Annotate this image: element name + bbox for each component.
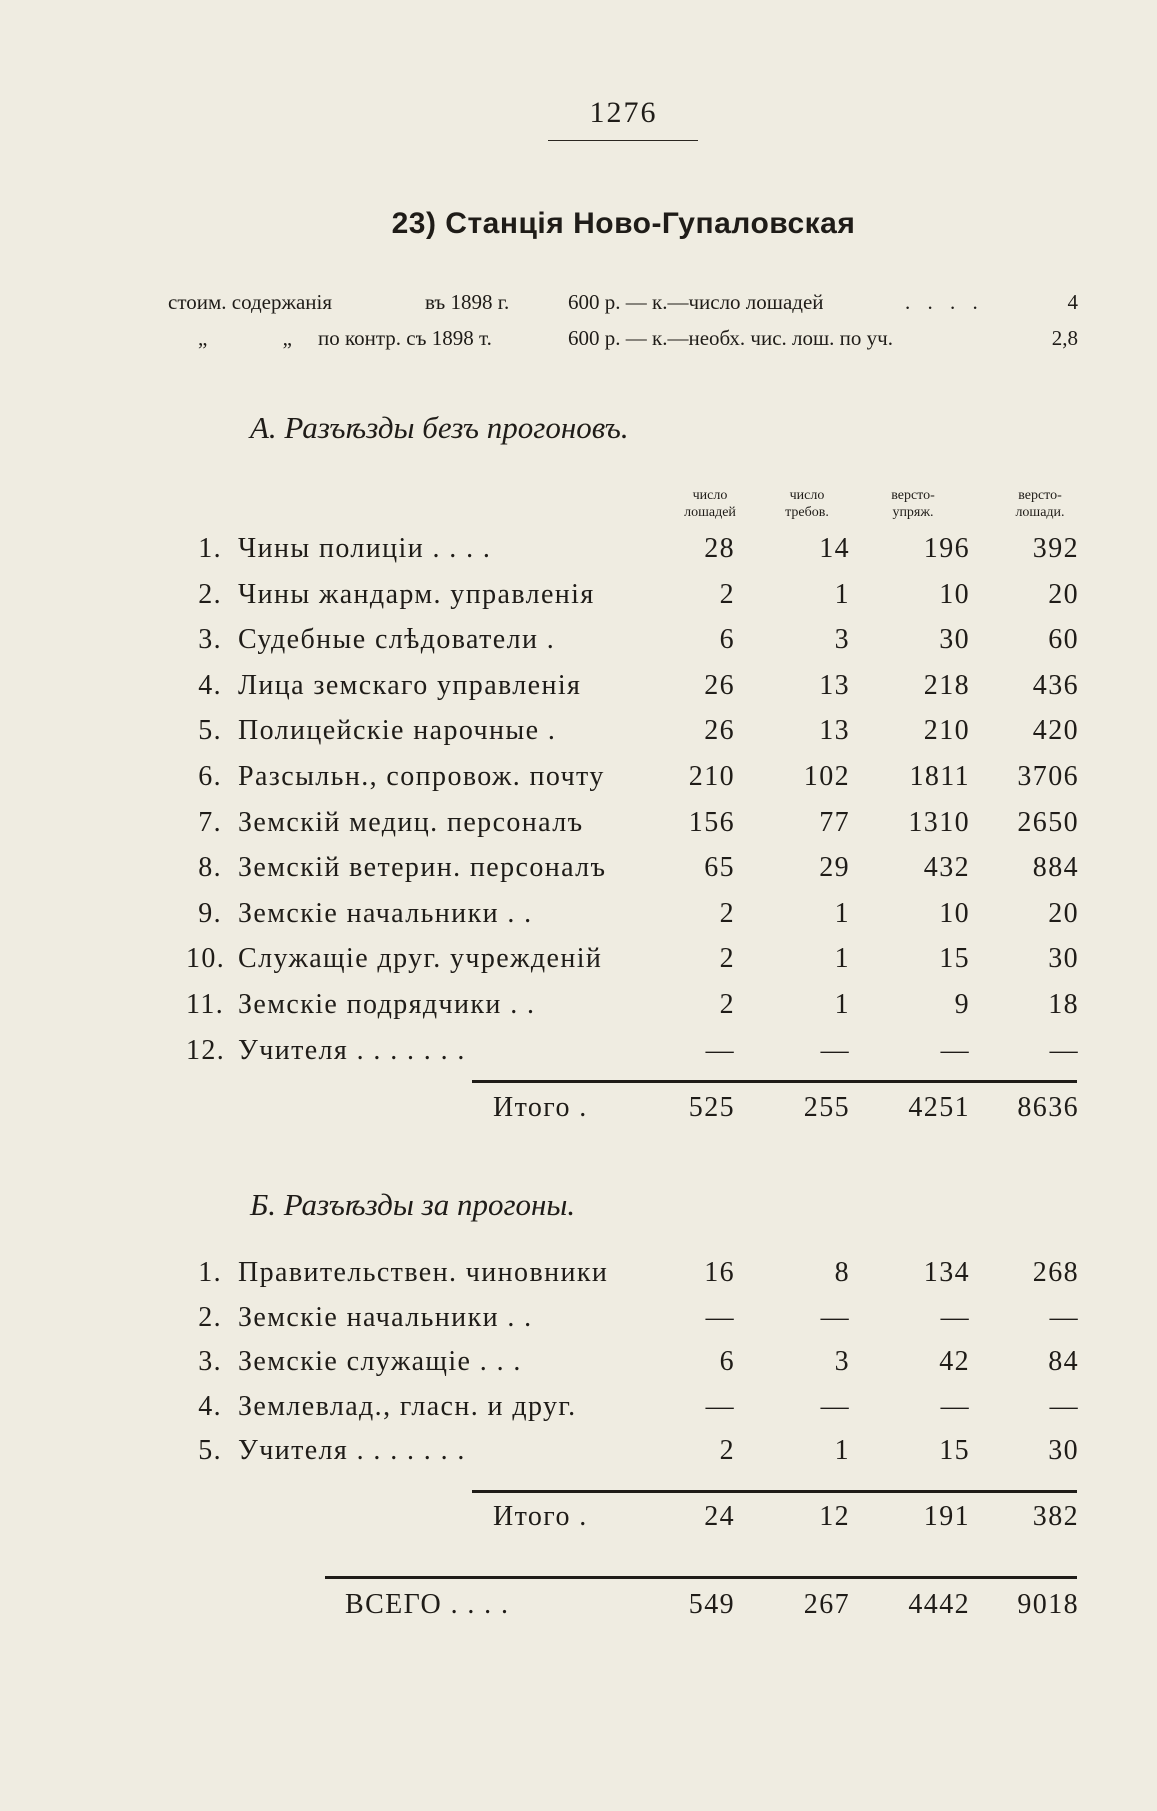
value-verst-teams: — <box>940 1390 970 1422</box>
row-number: 5. <box>198 1435 222 1466</box>
value-verst-teams: 30 <box>939 624 970 656</box>
value-horses: 2 <box>719 943 735 975</box>
value-verst-horses: 2650 <box>1017 806 1079 838</box>
table-row <box>0 1391 1157 1433</box>
value-requests: 13 <box>819 715 850 747</box>
info-line-1-b: въ 1898 г. <box>425 290 510 314</box>
table-row <box>0 1346 1157 1388</box>
value-verst-teams: 9 <box>954 989 970 1020</box>
grand-total-value-horses: 549 <box>688 1589 735 1620</box>
value-requests: 8 <box>834 1257 850 1288</box>
row-label: Учителя . . . . . . . <box>238 1034 466 1066</box>
info-line-2 <box>0 326 1157 356</box>
value-requests: 3 <box>834 624 850 656</box>
value-requests: — <box>820 1034 850 1066</box>
value-horses: 2 <box>719 989 735 1020</box>
row-number: 7. <box>198 806 222 838</box>
value-verst-teams: 196 <box>923 533 970 564</box>
value-horses: 28 <box>704 533 735 564</box>
value-requests: 1 <box>834 578 850 610</box>
row-label: Земскіе подрядчики . . <box>238 989 536 1020</box>
table-row <box>0 807 1157 849</box>
value-verst-teams: 42 <box>939 1346 970 1377</box>
value-verst-teams: 15 <box>939 1435 970 1466</box>
value-horses: 156 <box>688 806 735 838</box>
table-row <box>0 898 1157 940</box>
info-line-2-c: 600 р. — к.—необх. чис. лош. по уч. <box>568 326 893 350</box>
value-verst-teams: 218 <box>923 669 970 701</box>
value-horses: 210 <box>688 761 735 792</box>
value-horses: 26 <box>704 669 735 701</box>
row-label: Земскій ветерин. персоналъ <box>238 852 607 884</box>
col-header-horses <box>655 487 765 521</box>
value-requests: 1 <box>834 989 850 1020</box>
col-header-verst-horses-text: версто- лошади. <box>1015 488 1065 520</box>
page-number: 1276 <box>589 96 658 129</box>
value-requests: 1 <box>834 943 850 975</box>
total-label: Итого . <box>493 1092 588 1123</box>
table-row <box>0 579 1157 621</box>
value-horses: 65 <box>704 852 735 884</box>
col-header-requests <box>752 487 862 521</box>
grand-total-row <box>0 1589 1157 1631</box>
value-horses: 2 <box>719 1435 735 1466</box>
total-value-verst-teams: 4251 <box>908 1092 970 1123</box>
value-horses: 6 <box>719 1346 735 1377</box>
table-row <box>0 761 1157 803</box>
row-number: 8. <box>198 852 222 884</box>
table-row <box>0 989 1157 1031</box>
value-verst-teams: 432 <box>923 852 970 884</box>
table-row <box>0 670 1157 712</box>
value-verst-horses: 884 <box>1032 852 1079 884</box>
value-verst-teams: — <box>940 1034 970 1066</box>
row-label: Судебные слѣдователи . <box>238 624 556 656</box>
value-verst-horses: 84 <box>1048 1346 1079 1377</box>
row-number: 1. <box>198 533 222 564</box>
total-label: Итого . <box>493 1501 588 1532</box>
row-number: 4. <box>198 669 222 701</box>
total-value-requests: 12 <box>819 1501 850 1532</box>
grand-total-value-verst-horses: 9018 <box>1017 1589 1079 1620</box>
value-verst-horses: 20 <box>1048 897 1079 929</box>
table-row <box>0 624 1157 666</box>
value-horses: 16 <box>704 1257 735 1288</box>
row-number: 1. <box>198 1257 222 1288</box>
value-requests: 77 <box>819 806 850 838</box>
value-requests: 29 <box>819 852 850 884</box>
value-verst-teams: — <box>940 1301 970 1333</box>
row-label: Служащіе друг. учрежденій <box>238 943 603 975</box>
section-a-heading: А. Разъѣзды безъ прогоновъ. <box>250 410 629 445</box>
row-number: 3. <box>198 1346 222 1377</box>
section-b-total-rule <box>472 1490 1077 1493</box>
row-number: 2. <box>198 1301 222 1333</box>
value-verst-teams: 134 <box>923 1257 970 1288</box>
row-number: 6. <box>198 761 222 792</box>
value-verst-horses: 20 <box>1048 578 1079 610</box>
table-row <box>0 943 1157 985</box>
value-requests: 102 <box>803 761 850 792</box>
grand-total-rule <box>325 1576 1077 1579</box>
value-verst-horses: 18 <box>1048 989 1079 1020</box>
value-verst-horses: 30 <box>1048 943 1079 975</box>
row-number: 10. <box>186 943 226 975</box>
value-verst-teams: 1811 <box>909 761 970 792</box>
value-verst-horses: 436 <box>1032 669 1079 701</box>
page-number-rule <box>548 140 698 141</box>
row-number: 4. <box>198 1390 222 1422</box>
row-number: 12. <box>186 1034 226 1066</box>
grand-total-value-requests: 267 <box>803 1589 850 1620</box>
table-row <box>0 1257 1157 1299</box>
row-number: 3. <box>198 624 222 656</box>
grand-total-label: ВСЕГО . . . . <box>345 1589 510 1620</box>
table-row <box>0 715 1157 757</box>
row-number: 11. <box>186 989 225 1020</box>
value-horses: 2 <box>719 578 735 610</box>
total-value-verst-horses: 382 <box>1032 1501 1079 1532</box>
row-number: 2. <box>198 578 222 610</box>
value-horses: 6 <box>719 624 735 656</box>
row-label: Землевлад., гласн. и друг. <box>238 1390 577 1422</box>
value-verst-horses: — <box>1049 1034 1079 1066</box>
total-value-horses: 24 <box>704 1501 735 1532</box>
row-number: 5. <box>198 715 222 747</box>
value-verst-horses: 60 <box>1048 624 1079 656</box>
info-line-2-a: „ „ <box>198 326 292 350</box>
col-header-verst-teams-text: версто- упряж. <box>891 488 935 520</box>
row-label: Разсыльн., сопровож. почту <box>238 761 605 792</box>
row-label: Лица земскаго управленія <box>238 669 582 701</box>
total-value-verst-teams: 191 <box>923 1501 970 1532</box>
grand-total-value-verst-teams: 4442 <box>908 1589 970 1620</box>
table-row <box>0 1435 1157 1477</box>
row-label: Земскіе начальники . . <box>238 1301 533 1333</box>
col-header-requests-text: число требов. <box>785 488 829 520</box>
value-verst-horses: 392 <box>1032 533 1079 564</box>
total-value-verst-horses: 8636 <box>1017 1092 1079 1123</box>
value-verst-teams: 15 <box>939 943 970 975</box>
info-line-1-d: . . . . <box>905 290 984 314</box>
value-verst-horses: — <box>1049 1390 1079 1422</box>
info-line-1-c: 600 р. — к.—число лошадей <box>568 290 824 314</box>
info-line-1-a: стоим. содержанія <box>168 290 333 314</box>
value-requests: 1 <box>834 1435 850 1466</box>
row-label: Чины полиціи . . . . <box>238 533 492 564</box>
section-b-total-row <box>0 1501 1157 1543</box>
value-horses: — <box>705 1034 735 1066</box>
section-b-heading: Б. Разъѣзды за прогоны. <box>250 1187 576 1222</box>
total-value-horses: 525 <box>688 1092 735 1123</box>
value-horses: — <box>705 1301 735 1333</box>
col-header-horses-text: число лошадей <box>684 488 736 520</box>
table-row <box>0 1302 1157 1344</box>
value-verst-teams: 1310 <box>908 806 970 838</box>
value-requests: — <box>820 1301 850 1333</box>
value-verst-horses: 420 <box>1032 715 1079 747</box>
value-verst-teams: 10 <box>939 578 970 610</box>
info-line-2-e: 2,8 <box>1051 326 1078 350</box>
value-horses: — <box>705 1390 735 1422</box>
value-requests: 13 <box>819 669 850 701</box>
value-verst-teams: 210 <box>923 715 970 747</box>
value-requests: 14 <box>819 533 850 564</box>
value-verst-teams: 10 <box>939 897 970 929</box>
col-header-verst-teams <box>858 487 968 521</box>
value-verst-horses: 30 <box>1048 1435 1079 1466</box>
table-row <box>0 533 1157 575</box>
row-label: Правительствен. чиновники <box>238 1257 609 1288</box>
value-horses: 26 <box>704 715 735 747</box>
total-value-requests: 255 <box>803 1092 850 1123</box>
table-row <box>0 852 1157 894</box>
table-row <box>0 1035 1157 1077</box>
row-number: 9. <box>198 897 222 929</box>
col-header-verst-horses <box>985 487 1095 521</box>
row-label: Полицейскіе нарочные . <box>238 715 557 747</box>
value-requests: 1 <box>834 897 850 929</box>
row-label: Учителя . . . . . . . <box>238 1435 466 1466</box>
station-title: 23) Станція Ново-Гупаловская <box>391 207 856 240</box>
row-label: Земскіе начальники . . <box>238 897 533 929</box>
info-line-1 <box>0 290 1157 320</box>
section-a-total-row <box>0 1092 1157 1134</box>
value-verst-horses: — <box>1049 1301 1079 1333</box>
value-requests: — <box>820 1390 850 1422</box>
info-line-2-b: по контр. съ 1898 т. <box>318 326 492 350</box>
value-requests: 3 <box>834 1346 850 1377</box>
section-a-total-rule <box>472 1080 1077 1083</box>
row-label: Чины жандарм. управленія <box>238 578 595 610</box>
value-horses: 2 <box>719 897 735 929</box>
value-verst-horses: 268 <box>1032 1257 1079 1288</box>
row-label: Земскій медиц. персоналъ <box>238 806 584 838</box>
row-label: Земскіе служащіе . . . <box>238 1346 522 1377</box>
value-verst-horses: 3706 <box>1017 761 1079 792</box>
info-line-1-e: 4 <box>1067 290 1078 314</box>
